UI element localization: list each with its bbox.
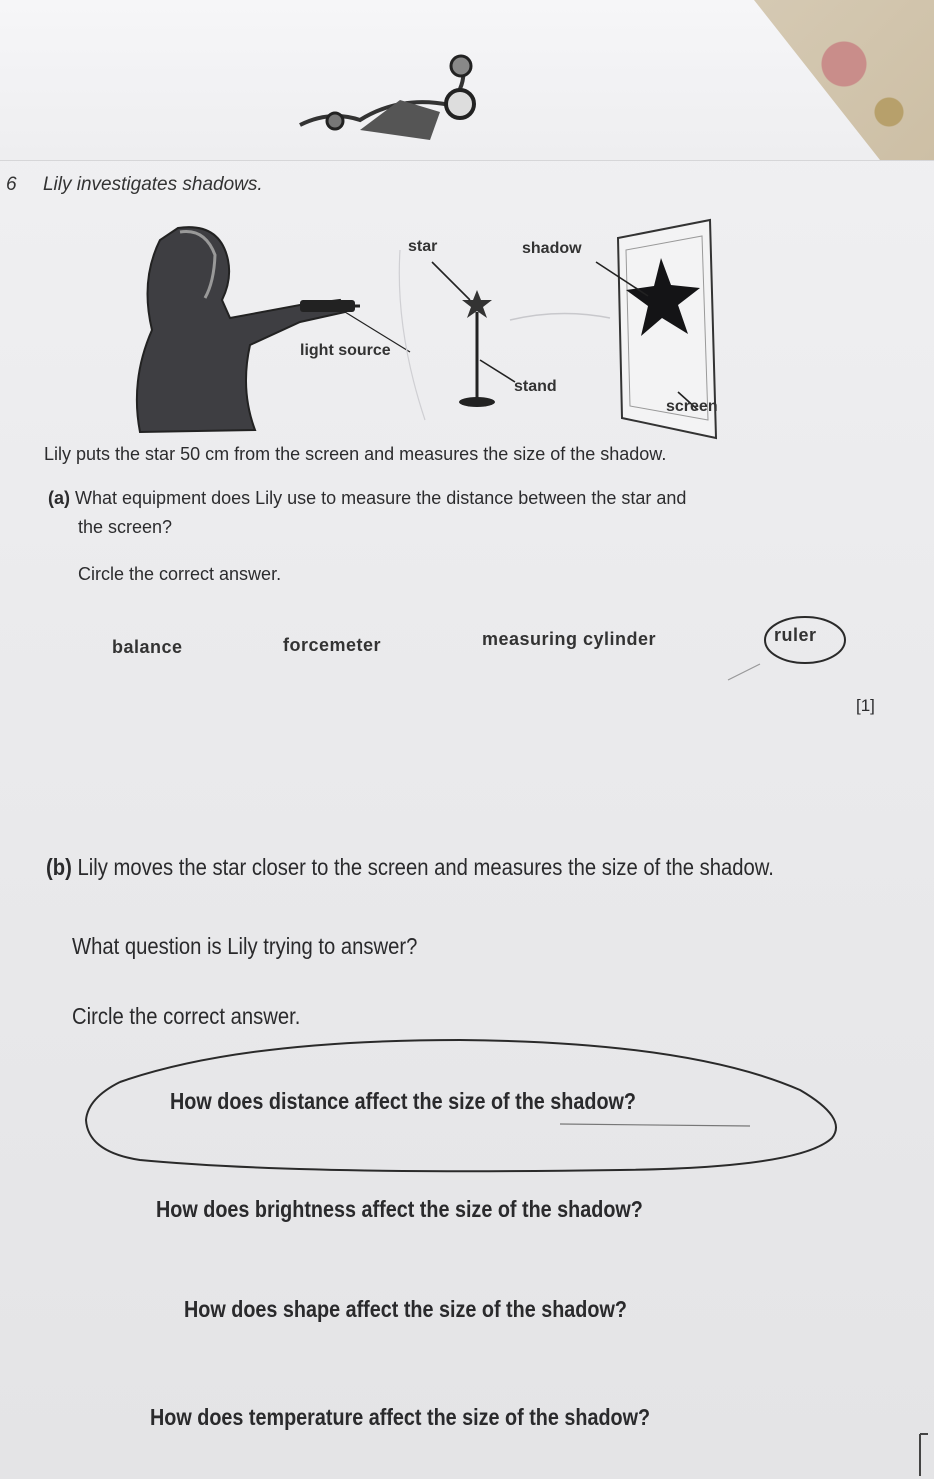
question-title: Lily investigates shadows. <box>42 174 263 195</box>
question-intro: Lily puts the star 50 cm from the screen and measures the size of the shadow. <box>44 444 667 464</box>
label-star: star <box>408 238 438 255</box>
part-b-prompt: What question is Lily trying to answer? <box>72 933 418 959</box>
label-stand: stand <box>514 378 557 395</box>
label-screen: screen <box>666 398 718 415</box>
option-forcemeter[interactable]: forcemeter <box>283 635 382 655</box>
label-shadow: shadow <box>522 240 582 257</box>
part-a-question: What equipment does Lily use to measure the distance between the star and <box>75 488 687 508</box>
question-number: 6 <box>6 174 17 195</box>
part-a-marks: [1] <box>856 696 875 715</box>
part-b-label: (b) <box>46 854 72 880</box>
option-brightness[interactable]: How does brightness affect the size of the shadow? <box>156 1196 643 1222</box>
part-a-label: (a) <box>48 488 70 508</box>
option-balance[interactable]: balance <box>112 637 183 657</box>
part-b-question-text: Lily moves the star closer to the screen and measures the size of the shadow. <box>77 854 774 880</box>
option-ruler[interactable]: ruler <box>774 625 817 645</box>
option-shape[interactable]: How does shape affect the size of the shadow? <box>184 1296 627 1322</box>
option-measuring-cylinder[interactable]: measuring cylinder <box>482 629 657 649</box>
part-a-instruction: Circle the correct answer. <box>78 564 282 584</box>
label-light-source: light source <box>300 342 391 359</box>
part-b-instruction: Circle the correct answer. <box>72 1003 301 1029</box>
option-distance[interactable]: How does distance affect the size of the shadow? <box>170 1088 637 1114</box>
part-a-question-line2: the screen? <box>78 517 173 537</box>
option-temperature[interactable]: How does temperature affect the size of the shadow? <box>150 1404 651 1430</box>
